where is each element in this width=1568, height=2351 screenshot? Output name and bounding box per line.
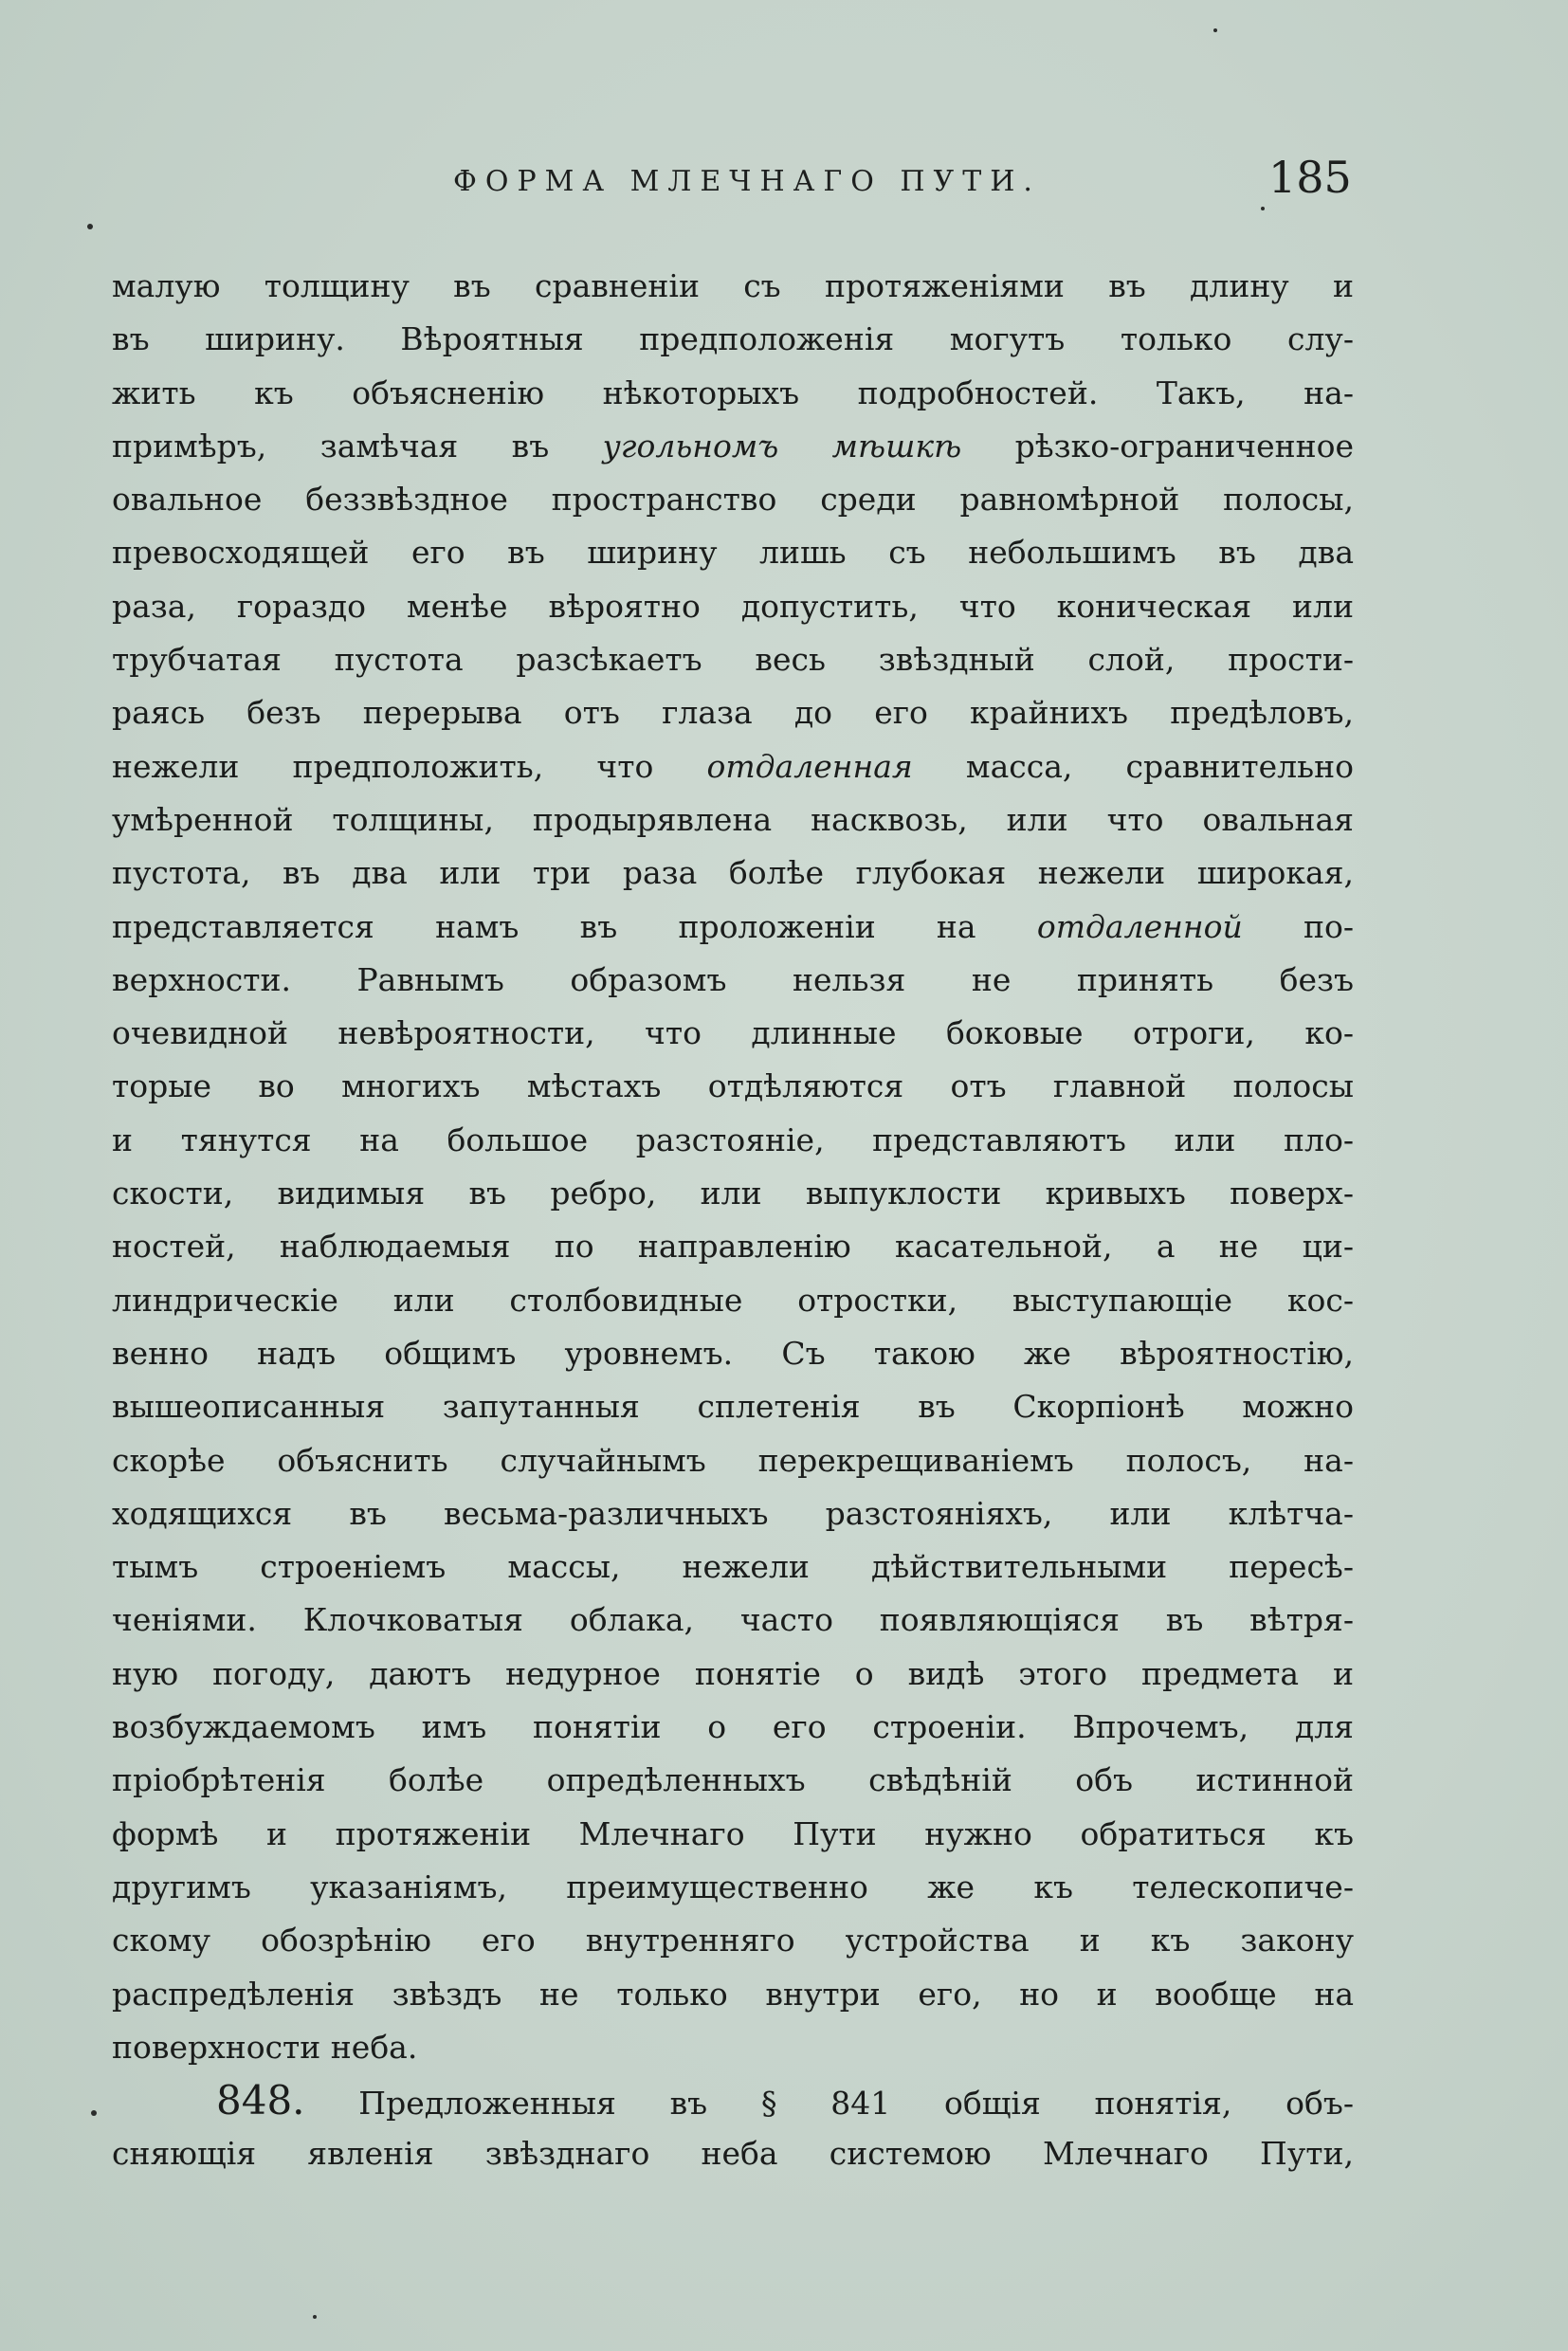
line-35-text: Предложенныя въ § 841 общія понятія, объ-: [304, 2085, 1354, 2123]
body-text: [112, 260, 1354, 2181]
text-line-30: формѣ и протяженіи Млечнаго Пути нужно обратиться къ: [112, 1814, 1354, 1852]
text-line-16: торые во многихъ мѣстахъ отдѣляются отъ главной полосы: [112, 1067, 1354, 1105]
text-line-33: распредѣленія звѣздъ не только внутри его, но и вообще на: [112, 1975, 1354, 2013]
line-10-start: нежели предположить, что: [112, 747, 707, 785]
line-10-end: масса, сравнительно: [912, 747, 1354, 785]
text-line-34: поверхности неба.: [112, 2028, 418, 2066]
text-line-8: трубчатая пустота разсѣкаетъ весь звѣздный слой, прости-: [112, 641, 1354, 679]
text-line-5: овальное беззвѣздное пространство среди равномѣрной полосы,: [112, 481, 1354, 519]
text-line-24: ходящихся въ весьма-различныхъ разстояніяхъ, или клѣтча-: [112, 1494, 1354, 1532]
text-line-31: другимъ указаніямъ, преимущественно же къ телескопиче-: [112, 1868, 1354, 1905]
text-line-10: [112, 740, 1354, 793]
text-line-19: ностей, наблюдаемыя по направленію касательной, а не ци-: [112, 1228, 1354, 1266]
paragraph-number: 848.: [216, 2077, 305, 2124]
text-line-28: возбуждаемомъ имъ понятіи о его строеніи. Впрочемъ, для: [112, 1708, 1354, 1746]
print-speck: [91, 2110, 97, 2116]
text-line-2: въ ширину. Вѣроятныя предположенія могутъ только слу-: [112, 320, 1354, 358]
text-line-9: раясь безъ перерыва отъ глаза до его крайнихъ предѣловъ,: [112, 694, 1354, 732]
text-line-22: вышеописанныя запутанныя сплетенія въ Скорпіонѣ можно: [112, 1388, 1354, 1426]
text-line-26: ченіями. Клочковатыя облака, часто появляющіяся въ вѣтря-: [112, 1601, 1354, 1639]
print-speck: [313, 2315, 317, 2319]
line-4-start: примѣръ, замѣчая въ: [112, 427, 603, 465]
text-line-21: венно надъ общимъ уровнемъ. Съ такою же вѣроятностію,: [112, 1334, 1354, 1372]
text-line-23: скорѣе объяснить случайнымъ перекрещиваніемъ полосъ, на-: [112, 1441, 1354, 1479]
text-line-4: [112, 420, 1354, 473]
emphasis-distant-2: отдаленной: [1036, 907, 1243, 945]
page-header: [0, 152, 1568, 218]
text-line-6: превосходящей его въ ширину лишь съ небольшимъ въ два: [112, 534, 1354, 572]
running-title: ФОРМА МЛЕЧНАГО ПУТИ.: [453, 165, 1041, 198]
text-line-13: [112, 901, 1354, 954]
emphasis-distant: отдаленная: [706, 747, 913, 785]
page-number: 185: [1268, 152, 1352, 203]
text-line-7: раза, гораздо менѣе вѣроятно допустить, что коническая или: [112, 587, 1354, 625]
line-13-end: по-: [1242, 907, 1354, 945]
text-line-27: ную погоду, даютъ недурное понятіе о видѣ этого предмета и: [112, 1654, 1354, 1692]
text-line-15: очевидной невѣроятности, что длинные боковые отроги, ко-: [112, 1014, 1354, 1052]
text-line-29: пріобрѣтенія болѣе опредѣленныхъ свѣдѣній объ истинной: [112, 1761, 1354, 1799]
text-line-14: верхности. Равнымъ образомъ нельзя не принять безъ: [112, 960, 1354, 998]
text-line-3: жить къ объясненію нѣкоторыхъ подробностей. Такъ, на-: [112, 374, 1354, 411]
text-line-17: и тянутся на большое разстояніе, представляютъ или пло-: [112, 1121, 1354, 1158]
text-line-20: линдрическіе или столбовидные отростки, выступающіе кос-: [112, 1281, 1354, 1319]
text-line-11: умѣренной толщины, продырявлена насквозь, или что овальная: [112, 800, 1354, 838]
print-speck: [1261, 207, 1265, 210]
print-speck: [1213, 28, 1217, 32]
emphasis-coal-sack: угольномъ мѣшкѣ: [602, 427, 962, 465]
text-line-18: скости, видимыя въ ребро, или выпуклости кривыхъ поверх-: [112, 1175, 1354, 1212]
text-line-25: тымъ строеніемъ массы, нежели дѣйствительными пересѣ-: [112, 1548, 1354, 1586]
text-line-1: малую толщину въ сравненіи съ протяженіями въ длину и: [112, 267, 1354, 304]
text-line-32: скому обозрѣнію его внутренняго устройства и къ закону: [112, 1922, 1354, 1959]
text-line-12: пустота, въ два или три раза болѣе глубокая нежели широкая,: [112, 854, 1354, 892]
print-speck: [87, 224, 93, 229]
text-line-36: сняющія явленія звѣзднаго неба системою Млечнаго Пути,: [112, 2135, 1354, 2173]
text-line-35: [112, 2074, 1354, 2127]
line-4-end: рѣзко-ограниченное: [961, 427, 1354, 465]
line-13-start: представляется намъ въ проложеніи на: [112, 907, 1037, 945]
